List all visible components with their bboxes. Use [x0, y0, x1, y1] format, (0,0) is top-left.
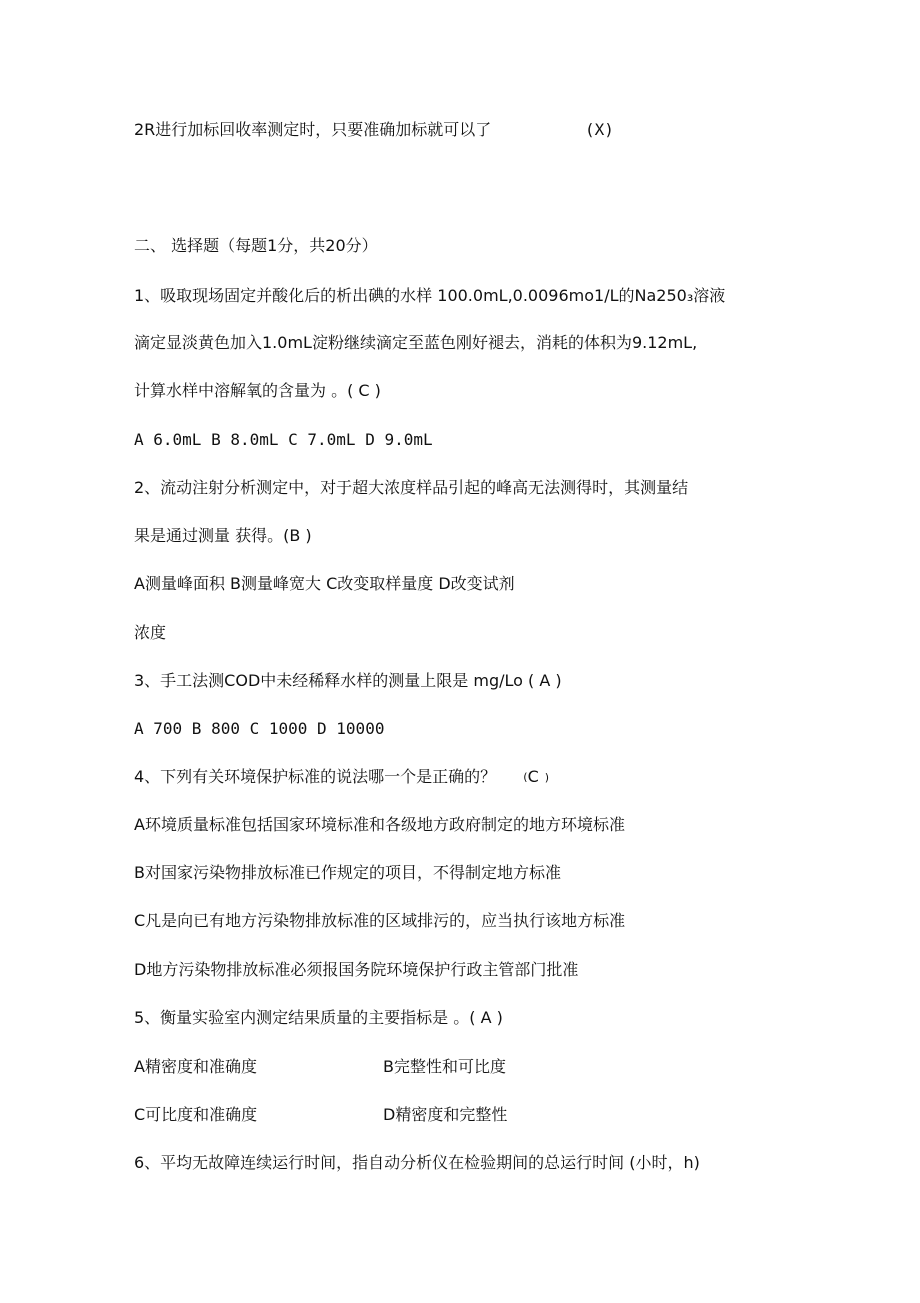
- q1-line-2: 滴定显淡黄色加入1.0mL淀粉继续滴定至蓝色刚好褪去，消耗的体积为9.12mL,: [134, 333, 698, 352]
- q2-options-cont: 浓度: [134, 623, 167, 642]
- q2-line-2: 果是通过测量 获得。(B ): [134, 526, 312, 545]
- q2-line-1: 2、流动注射分析测定中，对于超大浓度样品引起的峰高无法测得时，其测量结: [134, 478, 689, 497]
- q1-line-1: 1、吸取现场固定并酸化后的析出碘的水样 100.0mL,0.0096mo1/L的Na250₃溶液: [134, 286, 726, 305]
- q5-option-b: B完整性和可比度: [383, 1057, 506, 1076]
- q4-option-c: C凡是向已有地方污染物排放标准的区域排污的，应当执行该地方标准: [134, 911, 626, 930]
- q6-line: 6、平均无故障连续运行时间，指自动分析仪在检验期间的总运行时间 (小时，h): [134, 1153, 700, 1172]
- q4-option-a: A环境质量标准包括国家环境标准和各级地方政府制定的地方环境标准: [134, 815, 625, 834]
- q5-line: 5、衡量实验室内测定结果质量的主要指标是 。( A ): [134, 1008, 503, 1027]
- q1-options: A 6.0mL B 8.0mL C 7.0mL D 9.0mL: [134, 430, 433, 449]
- q5-option-a: A精密度和准确度: [134, 1057, 257, 1076]
- q5-option-d: D精密度和完整性: [383, 1105, 508, 1124]
- q4-text: 4、下列有关环境保护标准的说法哪一个是正确的？: [134, 767, 497, 786]
- q5-option-c: C可比度和准确度: [134, 1105, 258, 1124]
- q1-line-3: 计算水样中溶解氧的含量为 。( C ): [134, 381, 381, 400]
- q4-line: [134, 767, 549, 788]
- q4-option-d: D地方污染物排放标准必须报国务院环境保护行政主管部门批准: [134, 960, 579, 979]
- q3-line: 3、手工法测COD中未经稀释水样的测量上限是 mg/Lo ( A ): [134, 671, 562, 690]
- q3-options: A 700 B 800 C 1000 D 10000: [134, 719, 385, 738]
- judgement-text: 2R进行加标回收率测定时，只要准确加标就可以了: [134, 120, 492, 139]
- judgement-answer: (X): [585, 120, 614, 139]
- judgement-item: [134, 120, 491, 140]
- section-heading: 二、 选择题（每题1分，共20分）: [134, 236, 378, 255]
- q4-option-b: B对国家污染物排放标准已作规定的项目，不得制定地方标准: [134, 863, 561, 882]
- q2-options: A测量峰面积 B测量峰宽大 C改变取样量度 D改变试剂: [134, 574, 515, 593]
- q4-answer: (C ): [523, 767, 550, 786]
